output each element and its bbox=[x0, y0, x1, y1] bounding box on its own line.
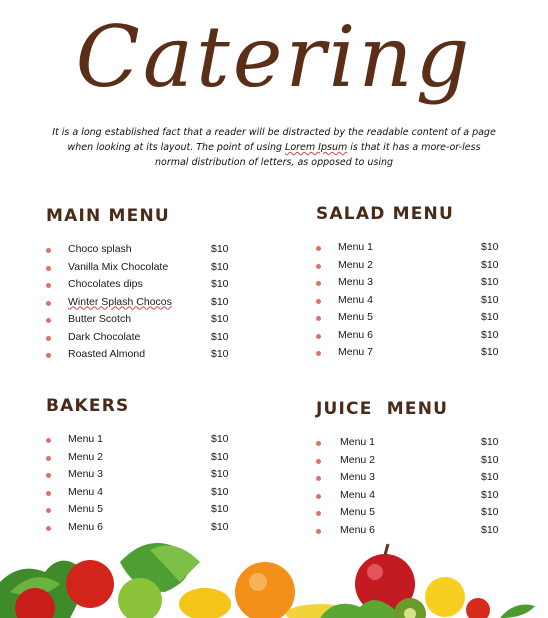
bullet-dot bbox=[46, 266, 51, 271]
item-name: Chocolates dips bbox=[68, 278, 143, 290]
bullet-dot bbox=[46, 473, 51, 478]
apple-red-shine bbox=[367, 564, 383, 580]
item-price: $10 bbox=[481, 311, 499, 323]
menu-item bbox=[316, 344, 506, 362]
intro-line-2-start: when looking at its layout. The point of using bbox=[67, 142, 286, 153]
menu-item bbox=[46, 484, 246, 502]
menu-item bbox=[46, 466, 246, 484]
menu-item bbox=[316, 434, 506, 452]
bakers-heading: BAKERS bbox=[46, 396, 130, 416]
intro-lorem-ipsum: Lorem Ipsum bbox=[285, 142, 348, 153]
bullet-dot bbox=[46, 491, 51, 496]
item-price: $10 bbox=[481, 471, 499, 483]
menu-item bbox=[46, 501, 246, 519]
apple-stem bbox=[385, 544, 388, 555]
item-price: $10 bbox=[481, 328, 499, 341]
intro-line-1: It is a long established fact that a reader will be distracted by the readable content of a page bbox=[52, 127, 496, 138]
bullet-dot bbox=[316, 299, 321, 304]
item-name: Menu 4 bbox=[338, 293, 374, 306]
orange-fruit bbox=[235, 562, 295, 618]
orange-highlight bbox=[249, 573, 267, 591]
item-name: Menu 6 bbox=[338, 328, 374, 341]
item-price: $10 bbox=[211, 243, 229, 255]
menu-item bbox=[316, 452, 506, 470]
bullet-dot bbox=[46, 456, 51, 461]
item-price: $10 bbox=[481, 453, 499, 466]
bullet-dot bbox=[46, 438, 51, 443]
bullet-dot bbox=[46, 353, 51, 358]
item-name: Menu 1 bbox=[338, 241, 374, 253]
item-price: $10 bbox=[211, 348, 229, 360]
page-title: Catering bbox=[75, 8, 473, 106]
juice-menu-heading: JUICE MENU bbox=[316, 399, 449, 419]
item-name: Menu 4 bbox=[68, 485, 104, 498]
item-price: $10 bbox=[211, 485, 229, 498]
bullet-dot bbox=[316, 511, 321, 516]
bakers-list bbox=[46, 431, 246, 536]
item-name: Menu 6 bbox=[340, 523, 376, 536]
item-name: Menu 4 bbox=[340, 488, 376, 501]
item-price: $10 bbox=[481, 258, 499, 271]
bullet-dot bbox=[316, 351, 321, 356]
bullet-dot bbox=[46, 508, 51, 513]
item-name: Choco splash bbox=[68, 243, 132, 255]
item-name: Menu 3 bbox=[340, 471, 376, 483]
menu-item bbox=[316, 239, 506, 257]
menu-item bbox=[316, 274, 506, 292]
item-price: $10 bbox=[211, 468, 229, 480]
item-price: $10 bbox=[481, 436, 499, 448]
menu-item bbox=[316, 487, 506, 505]
item-name: Winter Splash Chocos bbox=[68, 295, 172, 308]
item-name: Butter Scotch bbox=[68, 313, 132, 325]
menu-item bbox=[316, 327, 506, 345]
item-price: $10 bbox=[211, 260, 229, 273]
item-name: Menu 3 bbox=[68, 468, 104, 480]
intro-line-2 bbox=[42, 140, 506, 155]
bakers-section bbox=[46, 396, 246, 536]
item-price: $10 bbox=[481, 523, 499, 536]
intro-line-3: normal distribution of letters, as opposed to using bbox=[154, 157, 394, 168]
produce-illustration bbox=[0, 522, 548, 618]
bullet-dot bbox=[316, 494, 321, 499]
item-name: Vanilla Mix Chocolate bbox=[68, 260, 169, 273]
menu-item bbox=[46, 241, 246, 259]
menu-item bbox=[316, 504, 506, 522]
menu-item bbox=[46, 294, 246, 312]
item-name: Menu 5 bbox=[68, 503, 104, 515]
salad-menu-section bbox=[316, 204, 506, 362]
item-name: Menu 3 bbox=[338, 276, 374, 288]
bullet-dot bbox=[316, 316, 321, 321]
item-name: Dark Chocolate bbox=[68, 330, 141, 343]
lemon bbox=[425, 577, 465, 617]
item-name: Menu 2 bbox=[68, 450, 104, 463]
bullet-dot bbox=[316, 246, 321, 251]
item-price: $10 bbox=[211, 313, 229, 325]
item-price: $10 bbox=[211, 450, 229, 463]
juice-menu-section bbox=[316, 399, 506, 539]
menu-item bbox=[46, 329, 246, 347]
bullet-dot bbox=[316, 281, 321, 286]
item-price: $10 bbox=[211, 433, 229, 445]
item-name: Menu 5 bbox=[340, 506, 376, 518]
menu-item bbox=[46, 259, 246, 277]
main-menu-heading: MAIN MENU bbox=[46, 206, 170, 226]
bullet-dot bbox=[46, 336, 51, 341]
menu-item bbox=[316, 292, 506, 310]
menu-item bbox=[46, 311, 246, 329]
menu-item bbox=[46, 431, 246, 449]
menu-item bbox=[316, 469, 506, 487]
item-price: $10 bbox=[211, 278, 229, 290]
salad-menu-heading: SALAD MENU bbox=[316, 204, 454, 224]
bullet-dot bbox=[46, 301, 51, 306]
intro-line-2-end: is that it has a more-or-less bbox=[347, 142, 481, 153]
item-name: Menu 5 bbox=[338, 311, 374, 323]
bullet-dot bbox=[316, 264, 321, 269]
item-price: $10 bbox=[481, 241, 499, 253]
main-menu-list bbox=[46, 241, 246, 364]
bullet-dot bbox=[316, 441, 321, 446]
item-price: $10 bbox=[211, 330, 229, 343]
menu-item bbox=[46, 449, 246, 467]
item-price: $10 bbox=[211, 520, 229, 533]
item-name: Roasted Almond bbox=[68, 348, 146, 360]
herb-sprig bbox=[500, 605, 535, 618]
item-name: Menu 1 bbox=[340, 436, 376, 448]
item-price: $10 bbox=[481, 506, 499, 518]
menu-item bbox=[46, 346, 246, 364]
menu-item bbox=[316, 309, 506, 327]
menu-item bbox=[316, 257, 506, 275]
pepper-yellow bbox=[179, 588, 231, 618]
item-price: $10 bbox=[211, 503, 229, 515]
bullet-dot bbox=[316, 334, 321, 339]
salad-menu-list bbox=[316, 239, 506, 362]
intro-paragraph bbox=[42, 125, 506, 170]
item-price: $10 bbox=[481, 488, 499, 501]
bullet-dot bbox=[46, 318, 51, 323]
item-price: $10 bbox=[481, 346, 499, 358]
bullet-dot bbox=[46, 248, 51, 253]
main-menu-section bbox=[46, 206, 246, 364]
bullet-dot bbox=[316, 459, 321, 464]
cherry-tomato bbox=[466, 598, 490, 618]
tomato-1 bbox=[66, 560, 114, 608]
bullet-dot bbox=[316, 476, 321, 481]
item-price: $10 bbox=[481, 293, 499, 306]
item-price: $10 bbox=[481, 276, 499, 288]
item-price: $10 bbox=[211, 295, 229, 308]
item-name: Menu 2 bbox=[338, 258, 374, 271]
item-name: Menu 7 bbox=[338, 346, 374, 358]
item-name: Menu 1 bbox=[68, 433, 104, 445]
bullet-dot bbox=[46, 283, 51, 288]
item-name: Menu 6 bbox=[68, 520, 104, 533]
item-name: Menu 2 bbox=[340, 453, 376, 466]
menu-item bbox=[46, 276, 246, 294]
